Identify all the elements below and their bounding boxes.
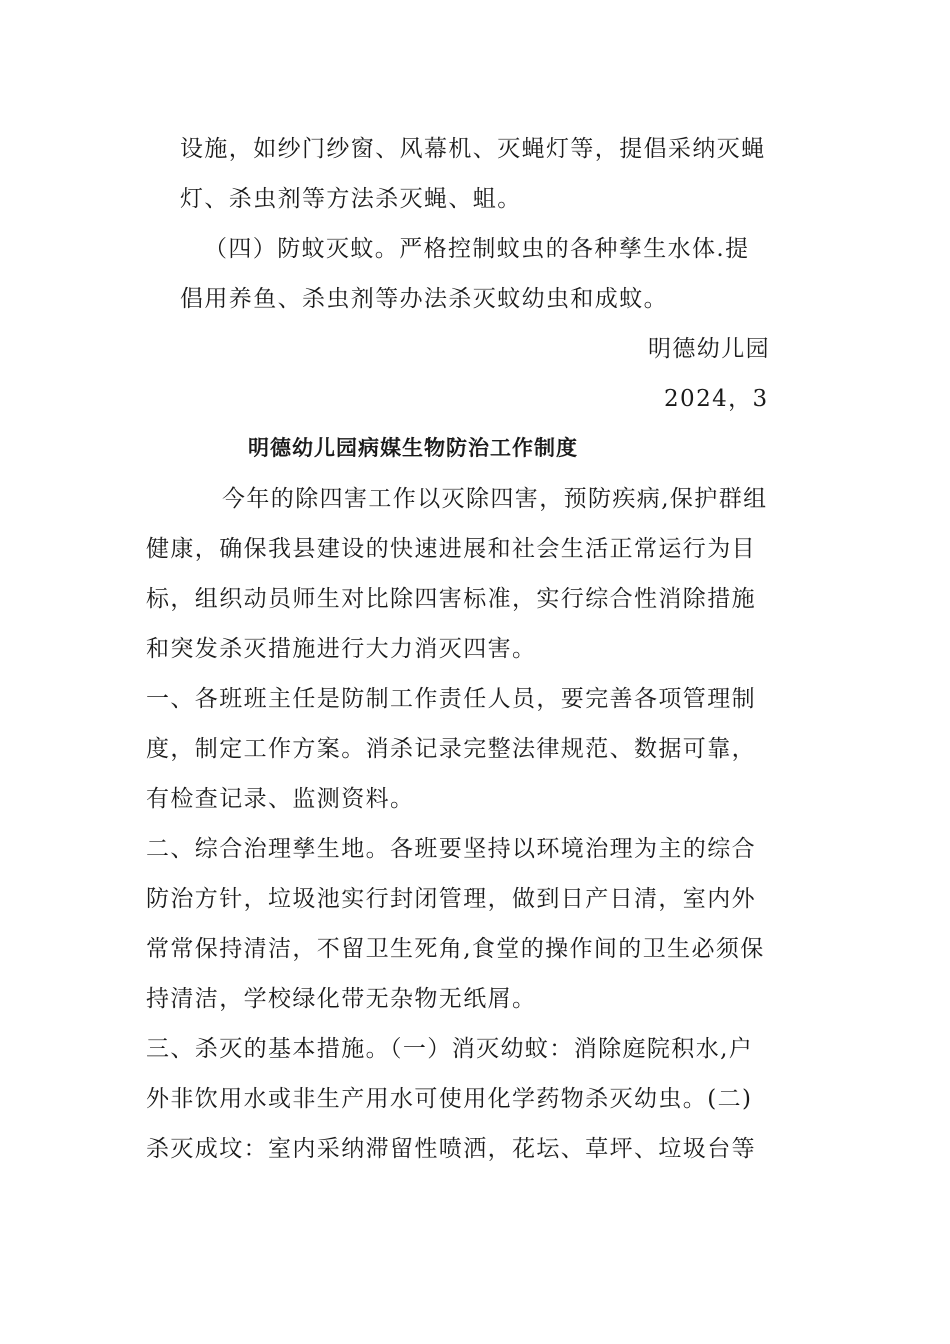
paragraph-line: 标，组织动员师生对比除四害标准，实行综合性消除措施 bbox=[146, 586, 756, 612]
paragraph-line: 三、杀灭的基本措施。（一）消灭幼蚊：消除庭院积水,户 bbox=[146, 1036, 754, 1062]
document-title: 明德幼儿园病媒生物防治工作制度 bbox=[248, 435, 578, 460]
paragraph-line: 和突发杀灭措施进行大力消灭四害。 bbox=[146, 636, 537, 662]
paragraph-line: 度，制定工作方案。消杀记录完整法律规范、数据可靠， bbox=[146, 736, 756, 762]
paragraph-line: 杀灭成坟：室内采纳滞留性喷洒，花坛、草坪、垃圾台等 bbox=[146, 1136, 756, 1162]
signature-organization: 明德幼儿园 bbox=[648, 336, 770, 362]
paragraph-line: 二、综合治理孳生地。各班要坚持以环境治理为主的综合 bbox=[146, 836, 756, 862]
paragraph-line: 设施，如纱门纱窗、风幕机、灭蝇灯等，提倡采纳灭蝇 bbox=[180, 136, 766, 162]
paragraph-line: 外非饮用水或非生产用水可使用化学药物杀灭幼虫。(二) bbox=[146, 1086, 753, 1112]
paragraph-line: 今年的除四害工作以灭除四害，预防疾病,保护群组 bbox=[222, 486, 768, 512]
signature-date: 2024，3 bbox=[664, 386, 769, 412]
paragraph-line: 持清洁，学校绿化带无杂物无纸屑。 bbox=[146, 986, 537, 1012]
paragraph-line: 一、各班班主任是防制工作责任人员，要完善各项管理制 bbox=[146, 686, 756, 712]
paragraph-line: （四）防蚊灭蚊。严格控制蚊虫的各种孳生水体.提 bbox=[204, 236, 750, 262]
paragraph-line: 常常保持清洁，不留卫生死角,食堂的操作间的卫生必须保 bbox=[146, 936, 765, 962]
paragraph-line: 灯、杀虫剂等方法杀灭蝇、蛆。 bbox=[180, 186, 522, 212]
paragraph-line: 健康，确保我县建设的快速进展和社会生活正常运行为目 bbox=[146, 536, 756, 562]
paragraph-line: 防治方针，垃圾池实行封闭管理，做到日产日清，室内外 bbox=[146, 886, 756, 912]
paragraph-line: 倡用养鱼、杀虫剂等办法杀灭蚊幼虫和成蚊。 bbox=[180, 286, 668, 312]
paragraph-line: 有检查记录、监测资料。 bbox=[146, 786, 415, 812]
